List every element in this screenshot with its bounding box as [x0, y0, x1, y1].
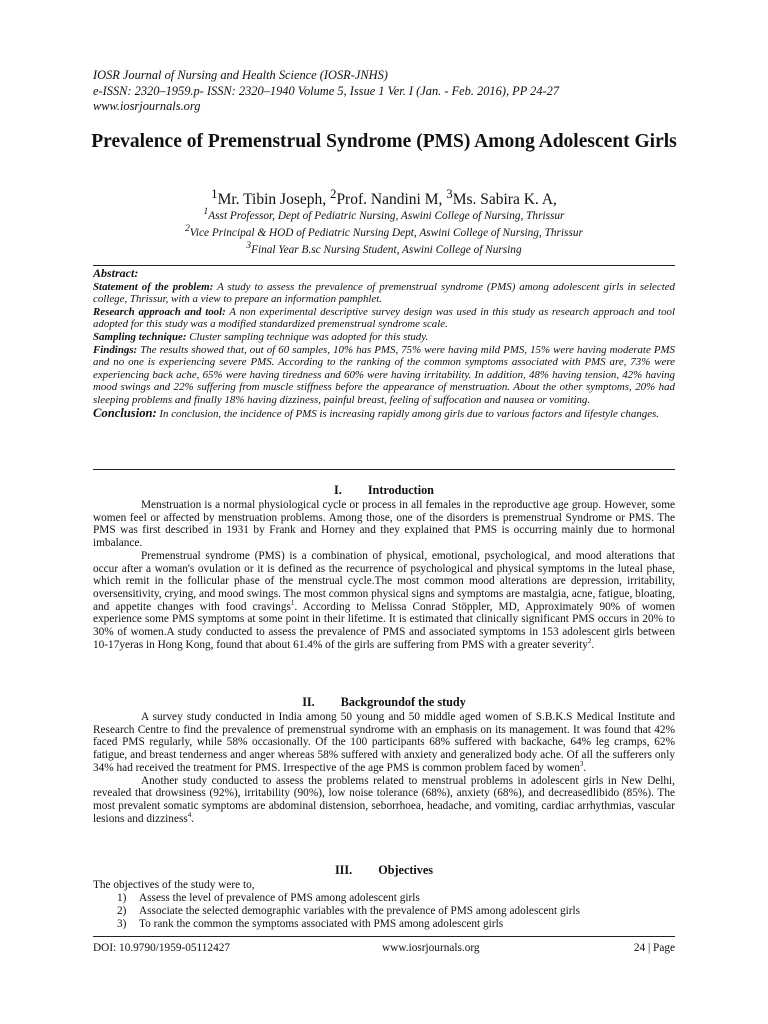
problem-label: Statement of the problem: — [93, 280, 214, 293]
abstract-top-rule — [93, 265, 675, 266]
approach-text: A non experimental descriptive survey design was used in this study as research approach and tool adopted for this study was a modified standardized premenstrual syndrome scale. — [93, 305, 675, 331]
approach-label: Research approach and tool: — [93, 305, 226, 318]
section-title: Objectives — [378, 863, 434, 877]
conclusion-text: In conclusion, the incidence of PMS is increasing rapidly among girls due to various factors and lifestyle changes. — [156, 407, 660, 420]
journal-name: IOSR Journal of Nursing and Health Science (IOSR-JNHS) — [93, 68, 388, 82]
author-1: Mr. Tibin Joseph, — [217, 191, 330, 209]
journal-issn: e-ISSN: 2320–1959.p- ISSN: 2320–1940 Volume 5, Issue 1 Ver. I (Jan. - Feb. 2016), PP 24-27 — [93, 83, 560, 98]
section-title: Backgroundof the study — [340, 695, 466, 709]
objectives-intro: The objectives of the study were to, — [93, 879, 255, 891]
background-body — [93, 711, 675, 825]
affil-3-sup: 3 — [246, 240, 252, 251]
journal-url: www.iosrjournals.org — [93, 99, 201, 113]
abstract-heading: Abstract: — [93, 266, 139, 280]
author-1-sup: 1 — [211, 186, 218, 201]
section-title: Introduction — [367, 483, 434, 497]
problem-text: A study to assess the prevalence of premenstrual syndrome (PMS) among adolescent girls in selected college, Thrissur, with a view to prepare an information pamphlet. — [93, 280, 676, 306]
citation: 2 — [587, 636, 592, 645]
conclusion-label: Conclusion: — [93, 405, 157, 420]
list-item: 2) Associate the selected demographic variables with the prevalence of PMS among adolescent girls — [117, 905, 581, 917]
section-number: II. — [302, 695, 315, 709]
affil-2: Vice Principal & HOD of Pediatric Nursing Dept, Aswini College of Nursing, Thrissur — [189, 226, 583, 239]
abstract-bottom-rule — [93, 469, 675, 470]
paper-title: Prevalence of Premenstrual Syndrome (PMS) Among Adolescent Girls — [91, 131, 677, 152]
list-item: 1) Assess the level of prevalence of PMS among adolescent girls — [117, 892, 420, 904]
affil-1-sup: 1 — [203, 207, 209, 217]
author-3: Ms. Sabira K. A, — [452, 191, 557, 209]
background-paragraph-2: Another study conducted to assess the problems related to menstrual problems in adolescent girls in New Delhi, revealed that drowsiness (92%), irritability (90%), low noise tolerance (68%), anxiety (68%), and decreasedlibido (85%). The most prevalent somatic symptoms are abdominal distension, seborrhoea, headache, and vomiting, cardiac arrhythmias, vascular lesions and dizziness$^4$. — [93, 774, 675, 825]
intro-paragraph-1: Menstruation is a normal physiological cycle or process in all females in the reproductive age group. However, some women feel or affected by menstruation problems. Among those, one of the disorders is premenstrual Syndrome or PMS. The PMS was first described in 1931 by Frank and Horney and they explained that PMS is occurring mainly due to hormonal imbalance. — [93, 499, 675, 550]
background-paragraph-1: A survey study conducted in India among 50 young and 50 middle aged women of S.B.K.S Medical Institute and Research Centre to find the prevalence of premenstrual syndrome with an emphasis on its management. It was found that 42% faced PMS regularly, while 58% occasionally. Of the 100 participants 68% suffered with backache, 64% leg cramps, 62% fatigue, and breast tenderness and anger whereas 58% suffered with anxiety and generalized body ache. Of all the sufferers only 34% had received the treatment for PMS. Irrespective of the age PMS is common problem faced by women$^3$. — [93, 711, 675, 774]
author-2-sup: 2 — [329, 186, 337, 201]
section-heading-objectives — [93, 863, 675, 877]
list-item: 3) To rank the common the symptoms associated with PMS among adolescent girls — [117, 918, 504, 930]
affiliations — [80, 206, 688, 256]
introduction-body — [93, 499, 675, 651]
author-3-sup: 3 — [446, 186, 453, 201]
affil-3: Final Year B.sc Nursing Student, Aswini College of Nursing — [251, 243, 522, 256]
section-number: III. — [334, 863, 353, 877]
footer-rule — [93, 936, 675, 937]
findings-label: Findings: — [93, 343, 138, 356]
section-number: I. — [334, 483, 342, 497]
author-2: Prof. Nandini M, — [336, 191, 447, 209]
objectives-list — [117, 892, 677, 931]
journal-header — [93, 68, 693, 115]
citation: 3 — [579, 760, 584, 769]
footer-page-number: 24 | Page — [633, 942, 675, 954]
citation: 4 — [187, 810, 192, 819]
affil-2-sup: 2 — [185, 223, 190, 234]
sampling-text: Cluster sampling technique was adopted for this study. — [186, 330, 429, 343]
abstract-block — [93, 267, 675, 420]
sampling-label: Sampling technique: — [93, 330, 187, 343]
footer-doi: DOI: 10.9790/1959-05112427 — [93, 942, 231, 954]
intro-paragraph-2: Premenstrual syndrome (PMS) is a combination of physical, emotional, psychological, and mood alterations that occur after a woman's ovulation or it is defined as the recurrence of psychological and physical symptoms in the luteal phase, which remit in the follicular phase of the menstrual cycle.The most common mood alterations are depression, irritability, oversensitivity, crying, and mood swings. The most common physical signs and symptoms are mastalgia, acne, fatigue, bloating, and appetite changes with food cravings$^1$. According to Melissa Conrad Stöppler, MD, Approximately 90% of women experience some PMS symptoms at some point in their lifetime. It is estimated that clinically significant PMS occurs in 20% to 30% of women.A study conducted to assess the prevalence of PMS and associated symptoms in 153 adolescent girls between 10-17yeras in Hong Kong, found that about 61.4% of the girls are suffering from PMS with a greater severity$^2$. — [93, 549, 675, 651]
citation: 1 — [290, 598, 295, 607]
affil-1: Asst Professor, Dept of Pediatric Nursing, Aswini College of Nursing, Thrissur — [208, 209, 565, 222]
section-heading-introduction — [93, 483, 675, 497]
section-heading-background — [93, 695, 675, 709]
footer-site: www.iosrjournals.org — [382, 942, 480, 954]
findings-text: The results showed that, out of 60 samples, 10% has PMS, 75% were having mild PMS, 15% were having moderate PMS and no one is experiencing severe PMS. According to the ranking of the common symptoms associated with PMS are, 73% were experiencing back ache, 65% were having tiredness and 60% were having irritability. In addition, 48% having tension, 42% having mood swings and 22% suffering from muscle stiffness before the appearance of menstruation. About the other symptoms, 20% had sleeping problems and finally 18% having dizziness, painful breast, feeling of suffocation and nausea or vomiting. — [93, 343, 675, 406]
